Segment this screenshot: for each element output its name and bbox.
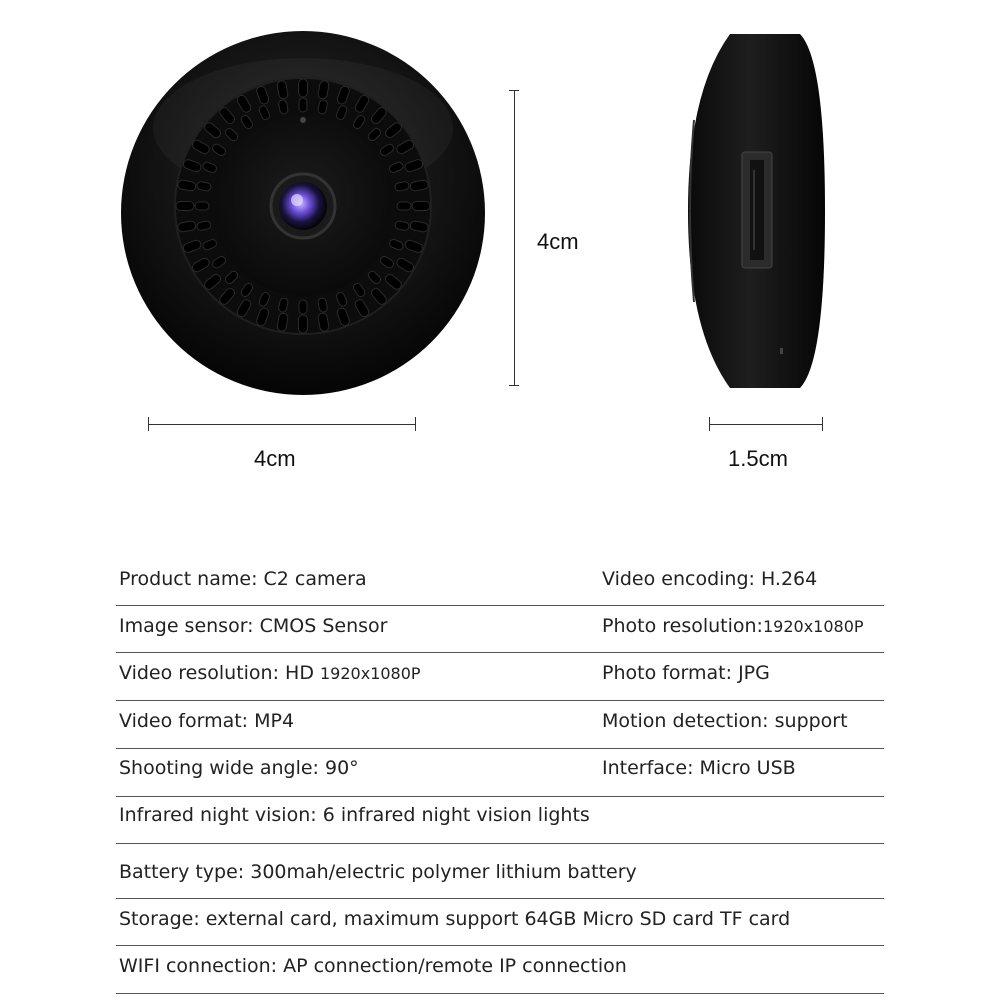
- spec-storage: Storage: external card, maximum support 64GB Micro SD card TF card: [119, 908, 791, 930]
- spec-infrared: Infrared night vision: 6 infrared night vision lights: [119, 804, 590, 826]
- front-height-tick-top: [509, 90, 519, 91]
- vent-slot: [299, 315, 308, 333]
- spec-divider: [116, 700, 884, 701]
- spec-product-name: Product name: C2 camera: [119, 568, 367, 590]
- front-width-label: 4cm: [254, 446, 296, 471]
- spec-divider: [116, 843, 884, 844]
- side-depth-tick-left: [709, 417, 710, 431]
- spec-divider: [116, 748, 884, 749]
- front-width-tick-left: [148, 417, 149, 431]
- vent-slot: [176, 202, 194, 211]
- vent-slot: [299, 79, 308, 97]
- front-height-tick-bottom: [509, 385, 519, 386]
- side-depth-dimension-line: [709, 424, 823, 425]
- vent-slot: [397, 202, 411, 210]
- spec-divider: [116, 993, 884, 994]
- spec-divider: [116, 796, 884, 797]
- spec-divider: [116, 898, 884, 899]
- vent-slot: [195, 202, 209, 210]
- side-depth-tick-right: [822, 417, 823, 431]
- spec-video-format: Video format: MP4: [119, 710, 295, 732]
- spec-video-resolution-value: 1920x1080P: [320, 664, 421, 683]
- spec-interface: Interface: Micro USB: [602, 757, 796, 779]
- spec-photo-resolution: [602, 615, 864, 637]
- spec-video-encoding: Video encoding: H.264: [602, 568, 818, 590]
- spec-photo-format: Photo format: JPG: [602, 662, 770, 684]
- front-height-label: 4cm: [537, 229, 579, 254]
- camera-side-view: [680, 30, 830, 392]
- vent-slot: [299, 98, 307, 112]
- spec-motion-detection: Motion detection: support: [602, 710, 848, 732]
- spec-video-resolution-label: Video resolution: HD: [119, 662, 320, 684]
- spec-divider: [116, 945, 884, 946]
- spec-divider: [116, 652, 884, 653]
- spec-photo-resolution-label: Photo resolution:: [602, 615, 763, 637]
- vent-slot: [299, 300, 307, 314]
- spec-battery: Battery type: 300mah/electric polymer lithium battery: [119, 861, 637, 883]
- front-height-dimension-line: [514, 90, 515, 386]
- front-width-tick-right: [415, 417, 416, 431]
- spec-shooting-angle: Shooting wide angle: 90°: [119, 757, 359, 779]
- spec-divider: [116, 605, 884, 606]
- front-width-dimension-line: [148, 424, 416, 425]
- spec-image-sensor: Image sensor: CMOS Sensor: [119, 615, 388, 637]
- spec-video-resolution: [119, 662, 421, 684]
- side-depth-label: 1.5cm: [728, 446, 788, 471]
- camera-front-view: [118, 28, 488, 398]
- vent-slot: [412, 202, 430, 211]
- spec-wifi: WIFI connection: AP connection/remote IP connection: [119, 955, 627, 977]
- spec-photo-resolution-value: 1920x1080P: [762, 617, 864, 636]
